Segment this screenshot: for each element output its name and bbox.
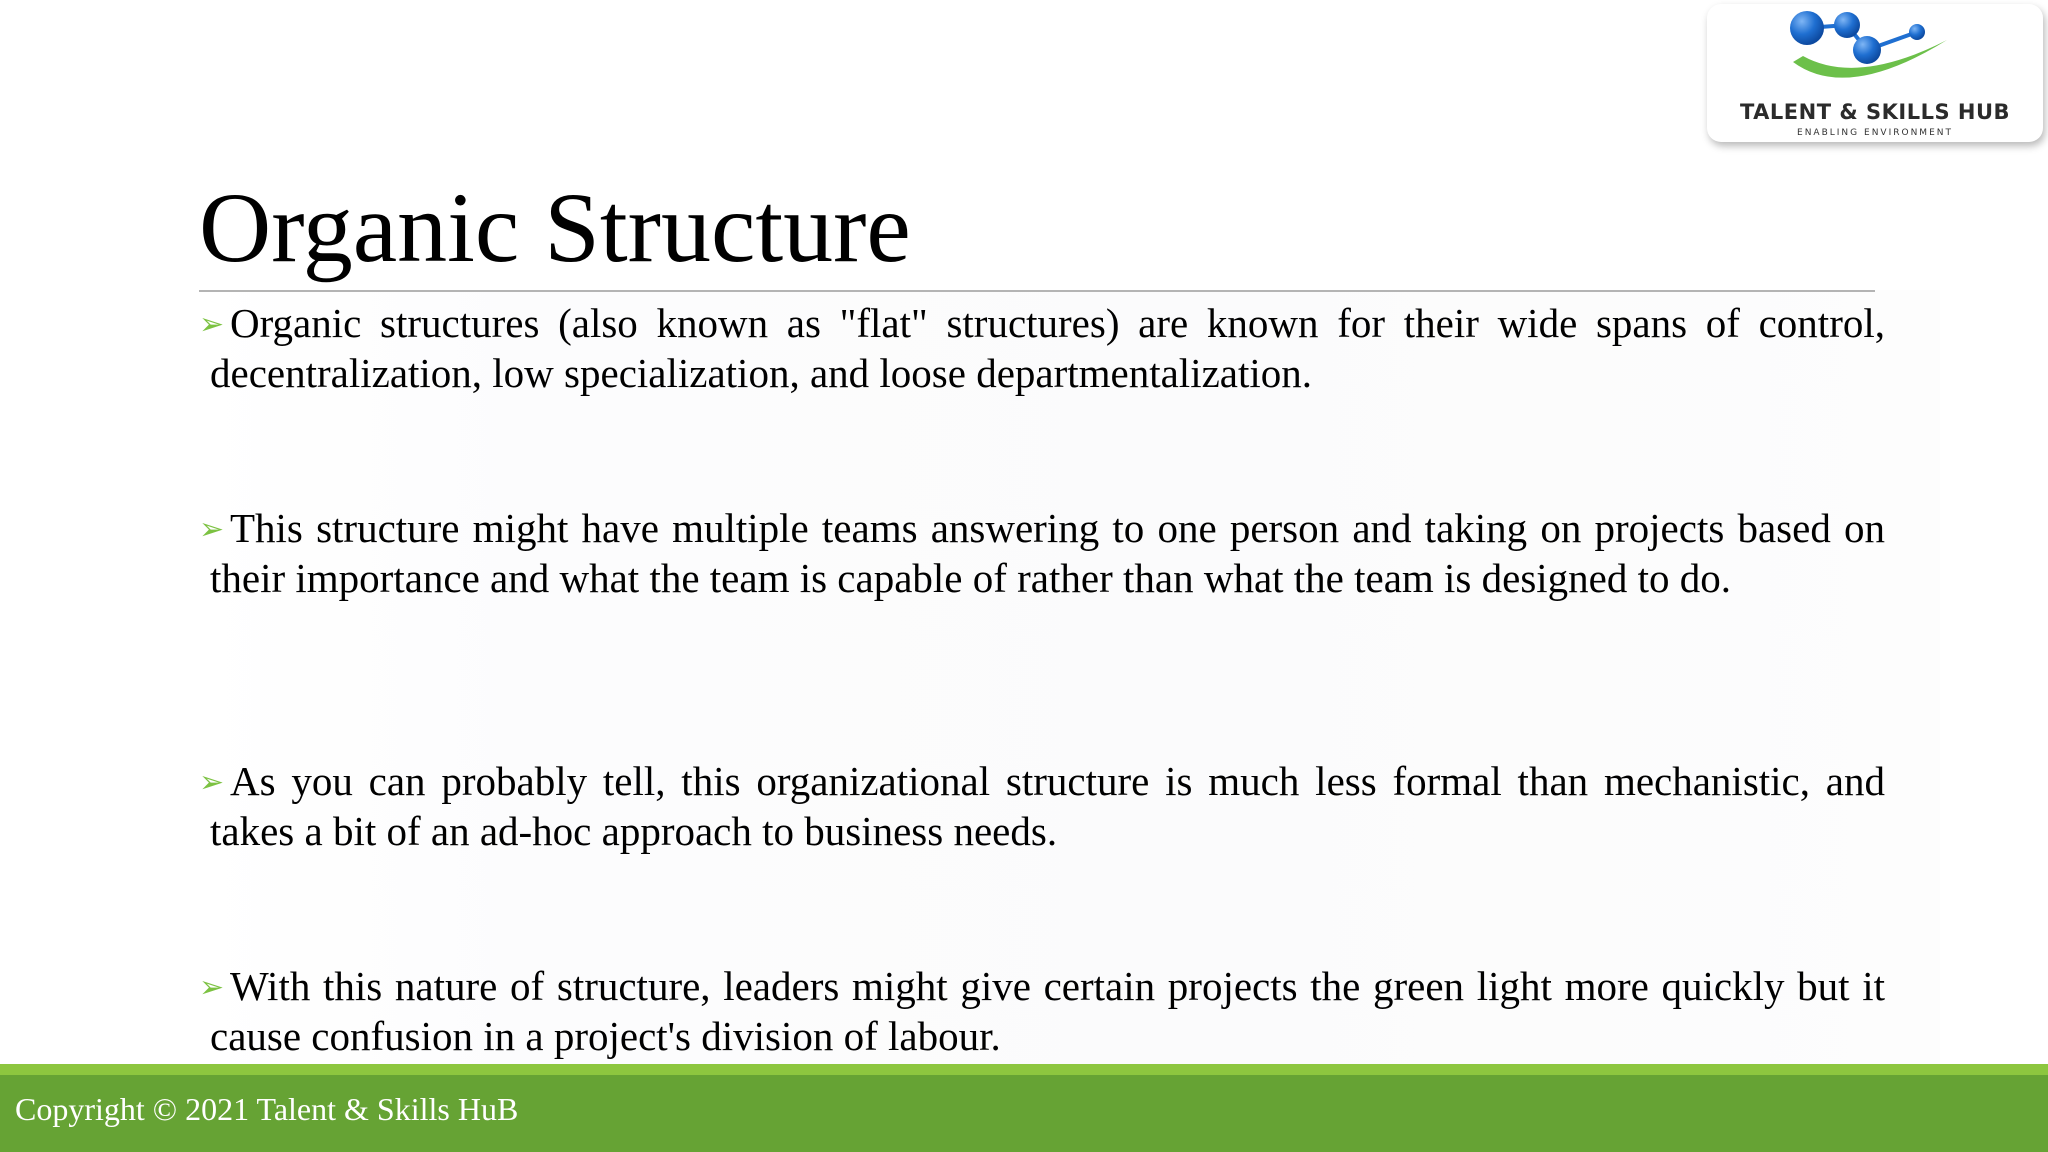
bullet-item: [199, 962, 1885, 1060]
bullet-item: [199, 757, 1885, 855]
company-logo: [1707, 4, 2043, 142]
bullet-text: This structure might have multiple teams answering to one person and taking on projects based on their importance and what the team is capable of rather than what the team is designed to do.: [210, 505, 1885, 601]
footer-accent-stripe: [0, 1064, 2048, 1075]
bullet-text: As you can probably tell, this organizational structure is much less formal than mechanistic, and takes a bit of an ad-hoc approach to business needs.: [210, 758, 1885, 854]
arrow-bullet-icon: ➢: [199, 512, 225, 547]
bullet-text: With this nature of structure, leaders might give certain projects the green light more quickly but it cause confusion in a project's division of labour.: [210, 963, 1885, 1059]
arrow-bullet-icon: ➢: [199, 765, 225, 800]
title-divider: [199, 290, 1875, 292]
logo-tagline: ENABLING ENVIRONMENT: [1797, 128, 1953, 138]
copyright-text: Copyright © 2021 Talent & Skills HuB: [15, 1091, 519, 1127]
bullet-text: Organic structures (also known as "flat" structures) are known for their wide spans of control, decentralization, low specialization, and loose departmentalization.: [210, 300, 1885, 396]
content-background: [195, 290, 1940, 1070]
network-swoosh-logo-icon: [1707, 4, 2043, 104]
logo-name: TALENT & SKILLS HUB: [1739, 100, 2011, 124]
arrow-bullet-icon: ➢: [199, 307, 225, 342]
slide-title: Organic Structure: [199, 172, 911, 283]
bullet-item: [199, 299, 1885, 397]
arrow-bullet-icon: ➢: [199, 970, 225, 1005]
bullet-item: [199, 504, 1885, 602]
